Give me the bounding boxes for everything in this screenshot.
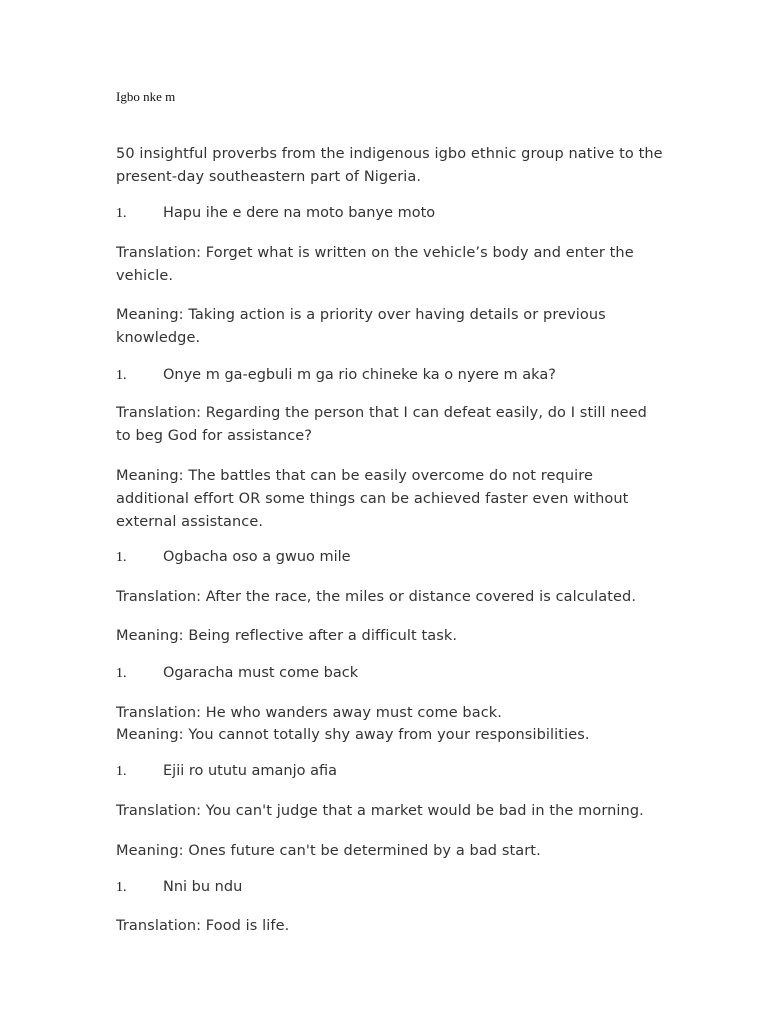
proverb-text: Nni bu ndu [163, 879, 243, 895]
translation-paragraph: Translation: After the race, the miles or distance covered is calculated. [116, 589, 637, 605]
translation-paragraph: Translation: He who wanders away must come back. [116, 705, 502, 721]
list-number: 1. [116, 550, 127, 565]
proverb-text: Ejii ro ututu amanjo afia [163, 763, 338, 779]
list-number: 1. [116, 880, 127, 895]
proverb-item [116, 760, 664, 783]
intro-paragraph: 50 insightful proverbs from the indigenous igbo ethnic group native to the present-day southeastern part of Nigeria. [116, 146, 663, 185]
translation-paragraph: Translation: You can't judge that a market would be bad in the morning. [116, 803, 644, 819]
translation-paragraph: Translation: Food is life. [116, 918, 290, 934]
proverb-text: Ogbacha oso a gwuo mile [163, 549, 351, 565]
proverb-text: Hapu ihe e dere na moto banye moto [163, 205, 436, 221]
proverb-item [116, 364, 664, 387]
list-number: 1. [116, 206, 127, 221]
document-title: Igbo nke m [116, 89, 176, 104]
list-number: 1. [116, 764, 127, 779]
list-number: 1. [116, 666, 127, 681]
meaning-paragraph: Meaning: You cannot totally shy away from your responsibilities. [116, 727, 590, 743]
meaning-paragraph: Meaning: Taking action is a priority over having details or previous knowledge. [116, 307, 606, 346]
meaning-paragraph: Meaning: The battles that can be easily overcome do not require additional effort OR some things can be achieved faster even without external assistance. [116, 468, 629, 530]
meaning-paragraph: Meaning: Ones future can't be determined by a bad start. [116, 843, 541, 859]
proverb-text: Ogaracha must come back [163, 665, 359, 681]
translation-paragraph: Translation: Forget what is written on the vehicle’s body and enter the vehicle. [116, 245, 634, 284]
proverb-item [116, 662, 664, 685]
translation-paragraph: Translation: Regarding the person that I can defeat easily, do I still need to beg God for assistance? [116, 405, 647, 444]
list-number: 1. [116, 368, 127, 383]
meaning-paragraph: Meaning: Being reflective after a difficult task. [116, 628, 458, 644]
proverb-item [116, 546, 664, 569]
proverb-text: Onye m ga-egbuli m ga rio chineke ka o nyere m aka? [163, 367, 556, 383]
proverb-item [116, 202, 664, 225]
proverb-item [116, 876, 664, 899]
